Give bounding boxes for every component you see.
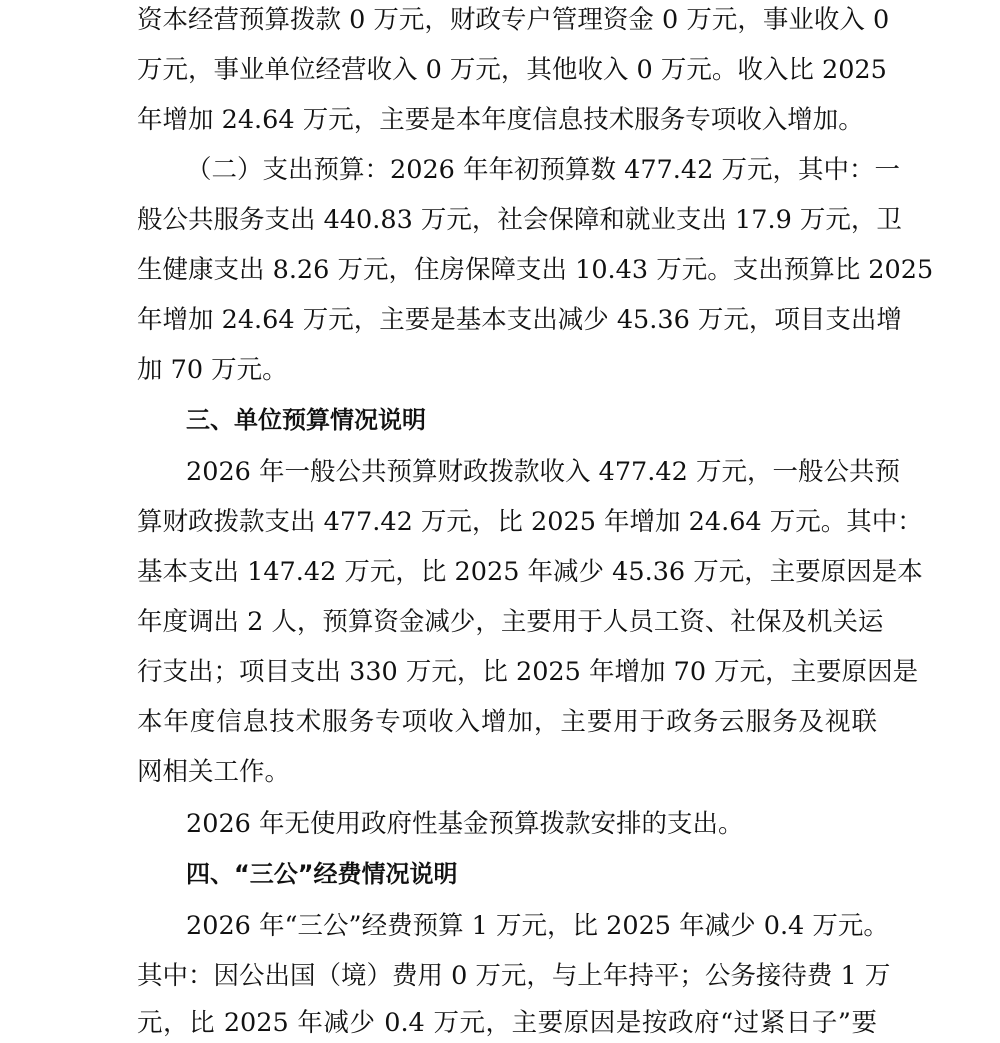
paragraph-line: 生健康支出 8.26 万元，住房保障支出 10.43 万元。支出预算比 2025 (137, 255, 934, 285)
paragraph-line: 元，比 2025 年减少 0.4 万元，主要原因是按政府“过紧日子”要 (137, 1008, 877, 1038)
paragraph-line: 资本经营预算拨款 0 万元，财政专户管理资金 0 万元，事业收入 0 (137, 5, 890, 35)
paragraph-line: 万元，事业单位经营收入 0 万元，其他收入 0 万元。收入比 2025 (137, 55, 887, 85)
paragraph-line: 年增加 24.64 万元，主要是本年度信息技术服务专项收入增加。 (137, 105, 864, 135)
paragraph-line: 算财政拨款支出 477.42 万元，比 2025 年增加 24.64 万元。其中： (137, 507, 923, 537)
paragraph-line: 其中：因公出国（境）费用 0 万元，与上年持平；公务接待费 1 万 (137, 961, 891, 991)
paragraph-line: 2026 年一般公共预算财政拨款收入 477.42 万元，一般公共预 (186, 457, 900, 487)
paragraph-line: 年增加 24.64 万元，主要是基本支出减少 45.36 万元，项目支出增 (137, 305, 902, 335)
section-heading: 三、单位预算情况说明 (186, 406, 426, 434)
paragraph-line: 基本支出 147.42 万元，比 2025 年减少 45.36 万元，主要原因是本 (137, 557, 923, 587)
paragraph-line: 行支出；项目支出 330 万元，比 2025 年增加 70 万元，主要原因是 (137, 657, 919, 687)
paragraph-line: 2026 年无使用政府性基金预算拨款安排的支出。 (186, 809, 744, 839)
paragraph-line: 网相关工作。 (137, 757, 291, 787)
paragraph-line: 本年度信息技术服务专项收入增加，主要用于政务云服务及视联 (137, 707, 877, 737)
paragraph-line: 般公共服务支出 440.83 万元，社会保障和就业支出 17.9 万元，卫 (137, 205, 902, 235)
paragraph-line: 加 70 万元。 (137, 355, 288, 385)
paragraph-line: 年度调出 2 人，预算资金减少，主要用于人员工资、社保及机关运 (137, 607, 884, 637)
paragraph-line: （二）支出预算：2026 年年初预算数 477.42 万元，其中：一 (186, 155, 900, 185)
paragraph-line: 2026 年“三公”经费预算 1 万元，比 2025 年减少 0.4 万元。 (186, 911, 889, 941)
section-heading: 四、“三公”经费情况说明 (186, 860, 458, 888)
